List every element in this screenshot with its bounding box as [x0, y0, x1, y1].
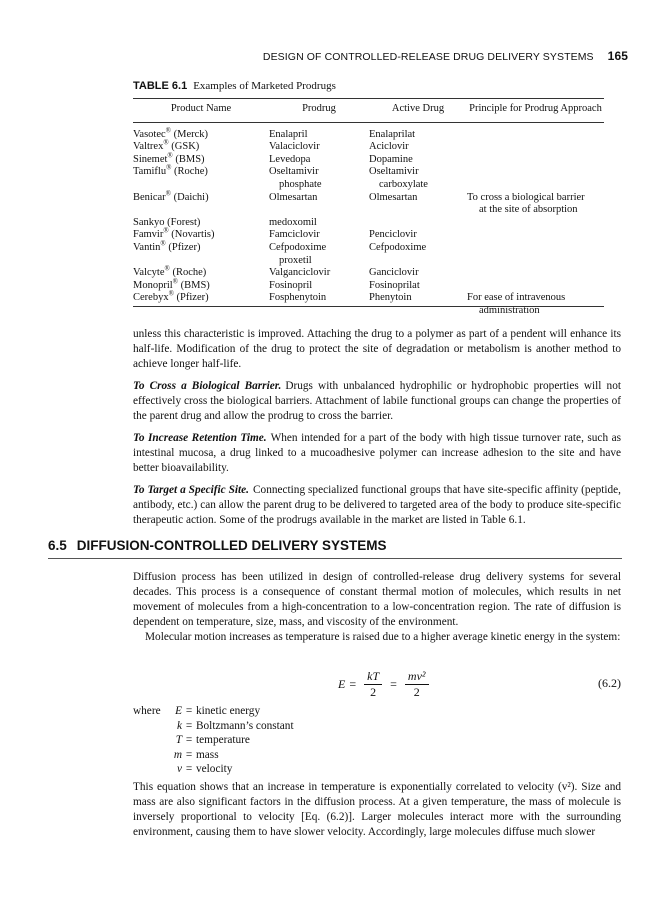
equation-lhs: E	[338, 676, 346, 691]
cell-active-drug	[369, 166, 467, 191]
cell-line: Famciclovir	[269, 229, 320, 241]
cell-prodrug	[269, 229, 369, 242]
registered-mark: ®	[165, 126, 171, 135]
cell-line: Aciclovir	[369, 141, 409, 153]
product-name: Valcyte	[133, 267, 165, 279]
fraction-numerator: kT	[364, 669, 382, 685]
prodrugs-table	[133, 100, 604, 324]
cell-line: Valganciclovir	[269, 267, 331, 279]
cell-active-drug	[369, 154, 467, 167]
cell-prodrug	[269, 166, 369, 191]
cell-active-drug	[369, 192, 467, 217]
runin-heading: To Increase Retention Time.	[133, 432, 267, 444]
equals-sign: =	[390, 676, 397, 691]
cell-prodrug	[269, 122, 369, 141]
runin-heading: To Cross a Biological Barrier.	[133, 380, 282, 392]
cell-line: phosphate	[279, 178, 322, 190]
registered-mark: ®	[172, 277, 178, 286]
table-row	[133, 280, 604, 293]
cell-line: carboxylate	[379, 178, 428, 190]
intro-paragraph: unless this characteristic is improved. Attaching the drug to a polymer as part of a pendent will enhance its half-life. Modification of the drug to protect the site of degradation or metabolism is another method to achieve longer half-life.	[133, 328, 621, 370]
cell-line: To cross a biological barrier	[467, 191, 585, 203]
paragraph-text: When intended for a part of the body with high tissue turnover rate, such as intestinal mucosa, a drug linked to a mucoadhesive polymer can increase adhesion to the site and have better bioavailability.	[133, 432, 621, 474]
registered-mark: ®	[164, 264, 170, 273]
paragraph-retention-time	[133, 431, 621, 476]
cell-product-name	[133, 122, 269, 141]
cell-line: Phenytoin	[369, 292, 412, 304]
where-label: where	[133, 705, 161, 717]
cell-prodrug	[269, 192, 369, 217]
registered-mark: ®	[166, 163, 172, 172]
cell-active-drug	[369, 122, 467, 141]
cell-prodrug	[269, 292, 369, 323]
table-row	[133, 122, 604, 141]
running-title: DESIGN OF CONTROLLED-RELEASE DRUG DELIVERY SYSTEMS	[262, 51, 594, 63]
table-row	[133, 267, 604, 280]
runin-heading: To Target a Specific Site.	[133, 484, 250, 496]
cell-prodrug	[269, 267, 369, 280]
cell-line: Penciclovir	[369, 229, 417, 241]
cell-line: Fosinoprilat	[369, 279, 420, 291]
cell-prodrug	[269, 154, 369, 167]
table-header-row	[133, 100, 604, 122]
cell-line: Cefpodoxime	[369, 241, 427, 253]
registered-mark: ®	[165, 189, 171, 198]
product-name: Sinemet	[133, 153, 168, 165]
table-row	[133, 217, 604, 230]
definition-row	[133, 748, 294, 763]
product-name: Tamiflu	[133, 166, 167, 178]
cell-principle	[467, 292, 604, 323]
cell-active-drug	[369, 242, 467, 267]
table-row	[133, 192, 604, 217]
definition-row	[133, 719, 294, 734]
cell-prodrug	[269, 141, 369, 154]
table-row	[133, 229, 604, 242]
section-paragraph-1: Diffusion process has been utilized in design of controlled-release drug delivery systems for several decades. This process is a consequence of constant thermal motion of molecules, which results in net movement of molecules from a high-concentration to a low-concentration region. The rate of diffusion is dependent on temperature, size, mass, and viscosity of the environment.	[133, 571, 621, 628]
cell-principle	[467, 154, 604, 167]
cell-active-drug	[369, 292, 467, 323]
where-label	[133, 748, 166, 763]
variable-symbol: E	[175, 705, 182, 717]
product-name: Vasotec	[133, 128, 166, 140]
section-text	[133, 570, 621, 652]
cell-active-drug	[369, 280, 467, 293]
cell-line: Ganciclovir	[369, 267, 419, 279]
fraction-denominator: 2	[413, 684, 420, 699]
manufacturer: (Forest)	[167, 216, 201, 228]
manufacturer: (BMS)	[175, 153, 205, 165]
cell-line: at the site of absorption	[479, 204, 578, 216]
paragraph-specific-site	[133, 483, 621, 528]
table-label: TABLE 6.1	[133, 80, 188, 92]
cell-line: Olmesartan	[369, 191, 418, 203]
manufacturer: (Roche)	[172, 267, 207, 279]
product-name: Famvir	[133, 229, 164, 241]
variable-definition: mass	[196, 748, 219, 761]
paragraph-text: Drugs with unbalanced hydrophilic or hydrophobic properties will not effectively cross the biological barriers. Attachment of labile functional groups can change the properties of the parent drug and allow the prodrug to cross the barrier.	[133, 380, 621, 422]
variable-definition: kinetic energy	[196, 705, 261, 717]
cell-line: proxetil	[279, 254, 312, 266]
product-name: Vantin	[133, 241, 161, 253]
equals-sign: =	[185, 734, 193, 747]
registered-mark: ®	[163, 138, 169, 147]
cell-product-name	[133, 226, 269, 242]
product-name: Monopril	[133, 279, 173, 291]
cell-line: For ease of intravenous	[467, 292, 566, 304]
cell-line: Dopamine	[369, 153, 413, 165]
cell-line: Cefpodoxime	[269, 241, 327, 253]
registered-mark: ®	[160, 239, 166, 248]
column-header: Prodrug	[269, 100, 369, 122]
cell-principle	[467, 229, 604, 242]
cell-product-name	[133, 151, 269, 167]
manufacturer: (Pfizer)	[168, 241, 201, 253]
product-name: Benicar	[133, 191, 166, 203]
cell-product-name	[133, 138, 269, 154]
registered-mark: ®	[167, 151, 173, 160]
manufacturer: (BMS)	[180, 279, 210, 291]
section-paragraph-3: This equation shows that an increase in temperature is exponentially correlated to velocity (v²). Size and mass are also significant factors in the diffusion process. At a given temperature, the mass of molecule is inversely proportional to velocity [Eq. (6.2)]. Larger molecules interact more with the surrounding environment, causing them to have slower velocity. Accordingly, large molecules diffuse much slower	[133, 781, 621, 838]
variable-symbol: T	[175, 734, 182, 747]
cell-prodrug	[269, 242, 369, 267]
equals-sign: =	[185, 763, 193, 776]
where-label	[133, 733, 166, 748]
cell-product-name	[133, 277, 269, 293]
cell-principle	[467, 280, 604, 293]
closing-text	[133, 780, 621, 847]
section-paragraph-2: Molecular motion increases as temperature is raised due to a higher average kinetic energy in the system:	[145, 631, 621, 643]
cell-line: medoxomil	[269, 216, 317, 228]
cell-line: Enalapril	[269, 128, 308, 140]
cell-active-drug	[369, 217, 467, 230]
fraction-kt	[364, 669, 382, 700]
equation-6-2	[133, 664, 621, 704]
cell-product-name	[133, 217, 269, 230]
cell-product-name	[133, 239, 269, 267]
where-label	[133, 762, 166, 777]
cell-active-drug	[369, 141, 467, 154]
fraction-mv2	[405, 669, 429, 700]
variable-symbol: m	[173, 748, 182, 761]
cell-principle	[467, 242, 604, 267]
fraction-denominator: 2	[370, 684, 377, 699]
table-body	[133, 122, 604, 323]
cell-principle	[467, 192, 604, 217]
cell-line: Fosphenytoin	[269, 292, 327, 304]
product-name: Sankyo	[133, 216, 165, 228]
manufacturer: (Daichi)	[173, 191, 209, 203]
definition-row	[133, 704, 294, 719]
equation-number: (6.2)	[598, 676, 621, 690]
cell-principle	[467, 267, 604, 280]
table-row	[133, 141, 604, 154]
running-head	[0, 49, 628, 63]
equals-sign: =	[185, 705, 193, 717]
variable-definition: velocity	[196, 763, 233, 776]
table-caption	[133, 80, 336, 92]
cell-line: Levedopa	[269, 153, 311, 165]
paragraph-text: Connecting specialized functional groups that have site-specific affinity (peptide, antibody, etc.) can allow the parent drug to be delivered to targeted area of the body to produce site-specific therapeutic action. Some of the prodrugs available in the market are listed in Table 6.1.	[133, 484, 622, 526]
cell-principle	[467, 122, 604, 141]
registered-mark: ®	[163, 226, 169, 235]
table-top-rule	[133, 98, 604, 99]
manufacturer: (Merck)	[173, 128, 209, 140]
where-label	[133, 719, 166, 734]
product-name: Cerebyx	[133, 292, 169, 304]
variable-symbol: k	[176, 719, 182, 732]
cell-principle	[467, 141, 604, 154]
upper-text	[133, 327, 621, 535]
manufacturer: (Roche)	[174, 166, 208, 178]
section-number: 6.5	[48, 538, 67, 553]
cell-active-drug	[369, 229, 467, 242]
cell-line: administration	[479, 304, 540, 316]
cell-line: Oseltamivir	[269, 166, 319, 178]
equals-sign: =	[349, 676, 357, 691]
variable-definitions	[133, 704, 294, 777]
cell-product-name	[133, 264, 269, 280]
cell-line: Valaciclovir	[269, 141, 320, 153]
table-bottom-rule	[133, 306, 604, 307]
table-caption-text: Examples of Marketed Prodrugs	[193, 80, 336, 92]
variable-symbol: v	[176, 763, 182, 776]
definition-row	[133, 762, 294, 777]
definition-row	[133, 733, 294, 748]
cell-principle	[467, 166, 604, 191]
cell-product-name	[133, 189, 269, 217]
cell-active-drug	[369, 267, 467, 280]
cell-line: Fosinopril	[269, 279, 313, 291]
column-header: Product Name	[133, 100, 269, 122]
table-row	[133, 154, 604, 167]
cell-principle	[467, 217, 604, 230]
manufacturer: (Novartis)	[171, 229, 215, 241]
column-header: Active Drug	[369, 100, 467, 122]
table-row	[133, 242, 604, 267]
variable-definition: temperature	[196, 734, 250, 747]
paragraph-cross-barrier	[133, 379, 621, 424]
cell-line: Enalaprilat	[369, 128, 416, 140]
cell-line: Olmesartan	[269, 191, 318, 203]
page-number: 165	[607, 49, 628, 63]
manufacturer: (Pfizer)	[176, 292, 209, 304]
fraction-numerator: mv²	[405, 669, 429, 685]
product-name: Valtrex	[133, 141, 164, 153]
variable-definition: Boltzmann’s constant	[196, 719, 294, 732]
cell-prodrug	[269, 280, 369, 293]
cell-product-name	[133, 163, 269, 191]
section-heading	[48, 538, 622, 559]
cell-product-name	[133, 289, 269, 323]
cell-prodrug	[269, 217, 369, 230]
manufacturer: (GSK)	[171, 141, 200, 153]
equals-sign: =	[185, 748, 193, 761]
table-row	[133, 292, 604, 323]
equation-body	[338, 664, 433, 704]
cell-line: Oseltamivir	[369, 166, 419, 178]
table-row	[133, 166, 604, 191]
column-header: Principle for Prodrug Approach	[467, 100, 604, 122]
section-title: DIFFUSION-CONTROLLED DELIVERY SYSTEMS	[76, 538, 387, 553]
equals-sign: =	[185, 719, 193, 732]
registered-mark: ®	[168, 289, 174, 298]
